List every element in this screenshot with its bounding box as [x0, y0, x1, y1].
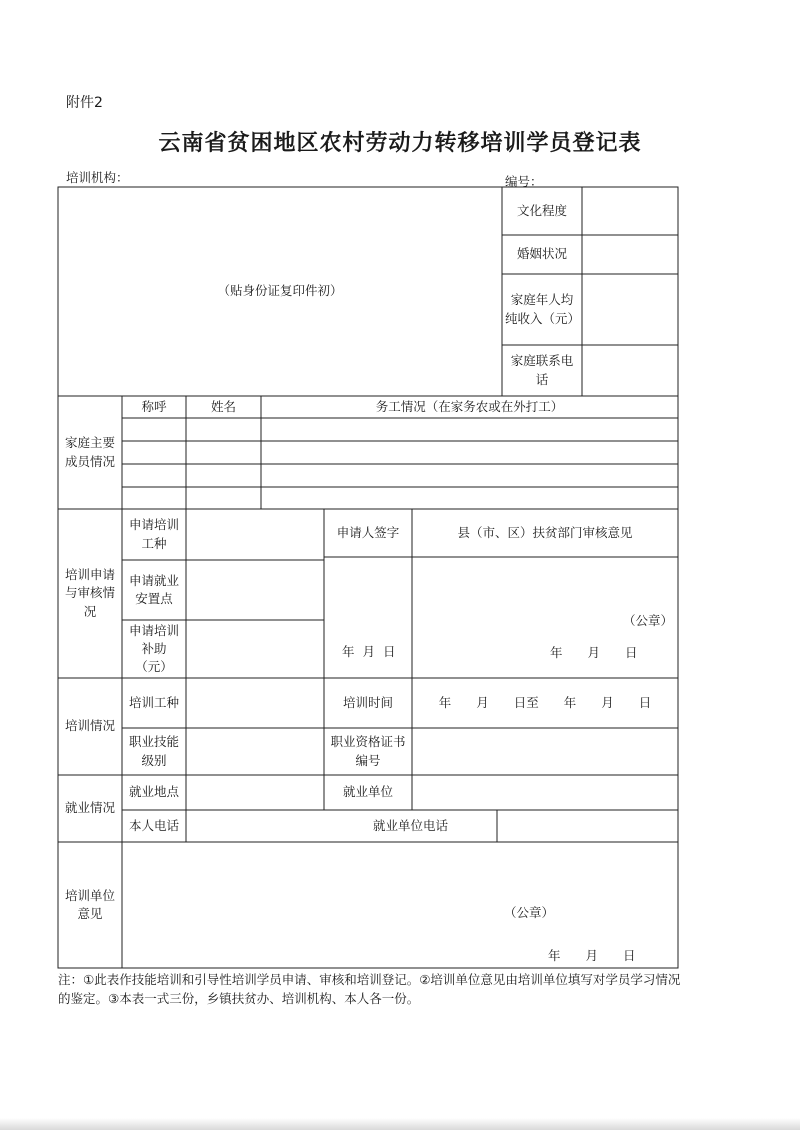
- training-period-label: 培训时间: [342, 694, 393, 710]
- contact-label: 家庭联系电 话: [510, 353, 586, 387]
- footnote: 注：①此表作技能培训和引导性培训学员申请、审核和培训登记。②培训单位意见由培训单位填写对学员学习情况的鉴定。③本表一式三份，乡镇扶贫办、培训机构、本人各一份。: [58, 972, 681, 1007]
- certificate-label: 职业资格证书编号: [330, 734, 406, 768]
- employer-field[interactable]: [412, 775, 678, 810]
- employment-section-label: 就业情况: [64, 800, 115, 816]
- opinion-section-label: 培训单位意见: [64, 887, 115, 921]
- employment-location-label: 就业地点: [128, 784, 179, 800]
- review-opinion-label: 县（市、区）扶贫部门审核意见: [457, 524, 633, 540]
- apply-subsidy-field[interactable]: [186, 620, 324, 678]
- id-copy-area[interactable]: （贴身份证复印件初）: [217, 283, 343, 299]
- family-col-work: 务工情况（在家务农或在外打工）: [375, 398, 564, 414]
- training-section-label: 培训情况: [64, 718, 115, 734]
- scan-edge: [0, 1118, 800, 1130]
- skill-level-field[interactable]: [186, 728, 324, 775]
- employment-location-field[interactable]: [186, 775, 324, 810]
- family-col-name: 姓名: [210, 398, 236, 414]
- attachment-label: 附件2: [66, 95, 103, 111]
- institution-label: 培训机构：: [66, 170, 129, 185]
- apply-trade-label: 申请培训工种: [128, 517, 179, 551]
- form-title: 云南省贫困地区农村劳动力转移培训学员登记表: [158, 131, 642, 156]
- family-col-relation: 称呼: [141, 398, 167, 414]
- applicant-date: 年 月 日: [342, 644, 396, 659]
- opinion-seal: （公章）: [504, 905, 555, 920]
- personal-phone-label: 本人电话: [128, 817, 179, 833]
- skill-level-label: 职业技能级别: [128, 734, 179, 768]
- income-field[interactable]: [582, 274, 678, 345]
- employer-label: 就业单位: [342, 784, 393, 800]
- applicant-signature-label: 申请人签字: [336, 524, 400, 540]
- apply-trade-field[interactable]: [186, 509, 324, 560]
- marital-field[interactable]: [582, 235, 678, 274]
- contact-field[interactable]: [582, 345, 678, 396]
- marital-label: 婚姻状况: [516, 246, 567, 262]
- apply-placement-field[interactable]: [186, 560, 324, 620]
- application-section-label: 培训申请与审核情况: [64, 567, 115, 619]
- education-field[interactable]: [582, 187, 678, 235]
- review-seal: （公章）: [623, 613, 674, 628]
- apply-subsidy-label: 申请培训补助（元）: [128, 622, 179, 675]
- training-trade-label: 培训工种: [128, 694, 179, 710]
- income-label: 家庭年人均纯收入（元）: [505, 292, 581, 326]
- employer-phone-field[interactable]: [497, 810, 678, 842]
- family-section-label: 家庭主要成员情况: [64, 435, 115, 469]
- training-period-field[interactable]: 年 月 日至 年 月 日: [438, 694, 652, 710]
- certificate-field[interactable]: [412, 728, 678, 775]
- employer-phone-label: 就业单位电话: [372, 817, 448, 833]
- education-label: 文化程度: [516, 202, 567, 218]
- training-trade-field[interactable]: [186, 678, 324, 728]
- opinion-date: 年 月 日: [548, 948, 636, 963]
- apply-placement-label: 申请就业安置点: [128, 572, 179, 606]
- personal-phone-field[interactable]: [186, 810, 324, 842]
- number-label: 编号：: [505, 174, 543, 189]
- review-date: 年 月 日: [550, 645, 638, 660]
